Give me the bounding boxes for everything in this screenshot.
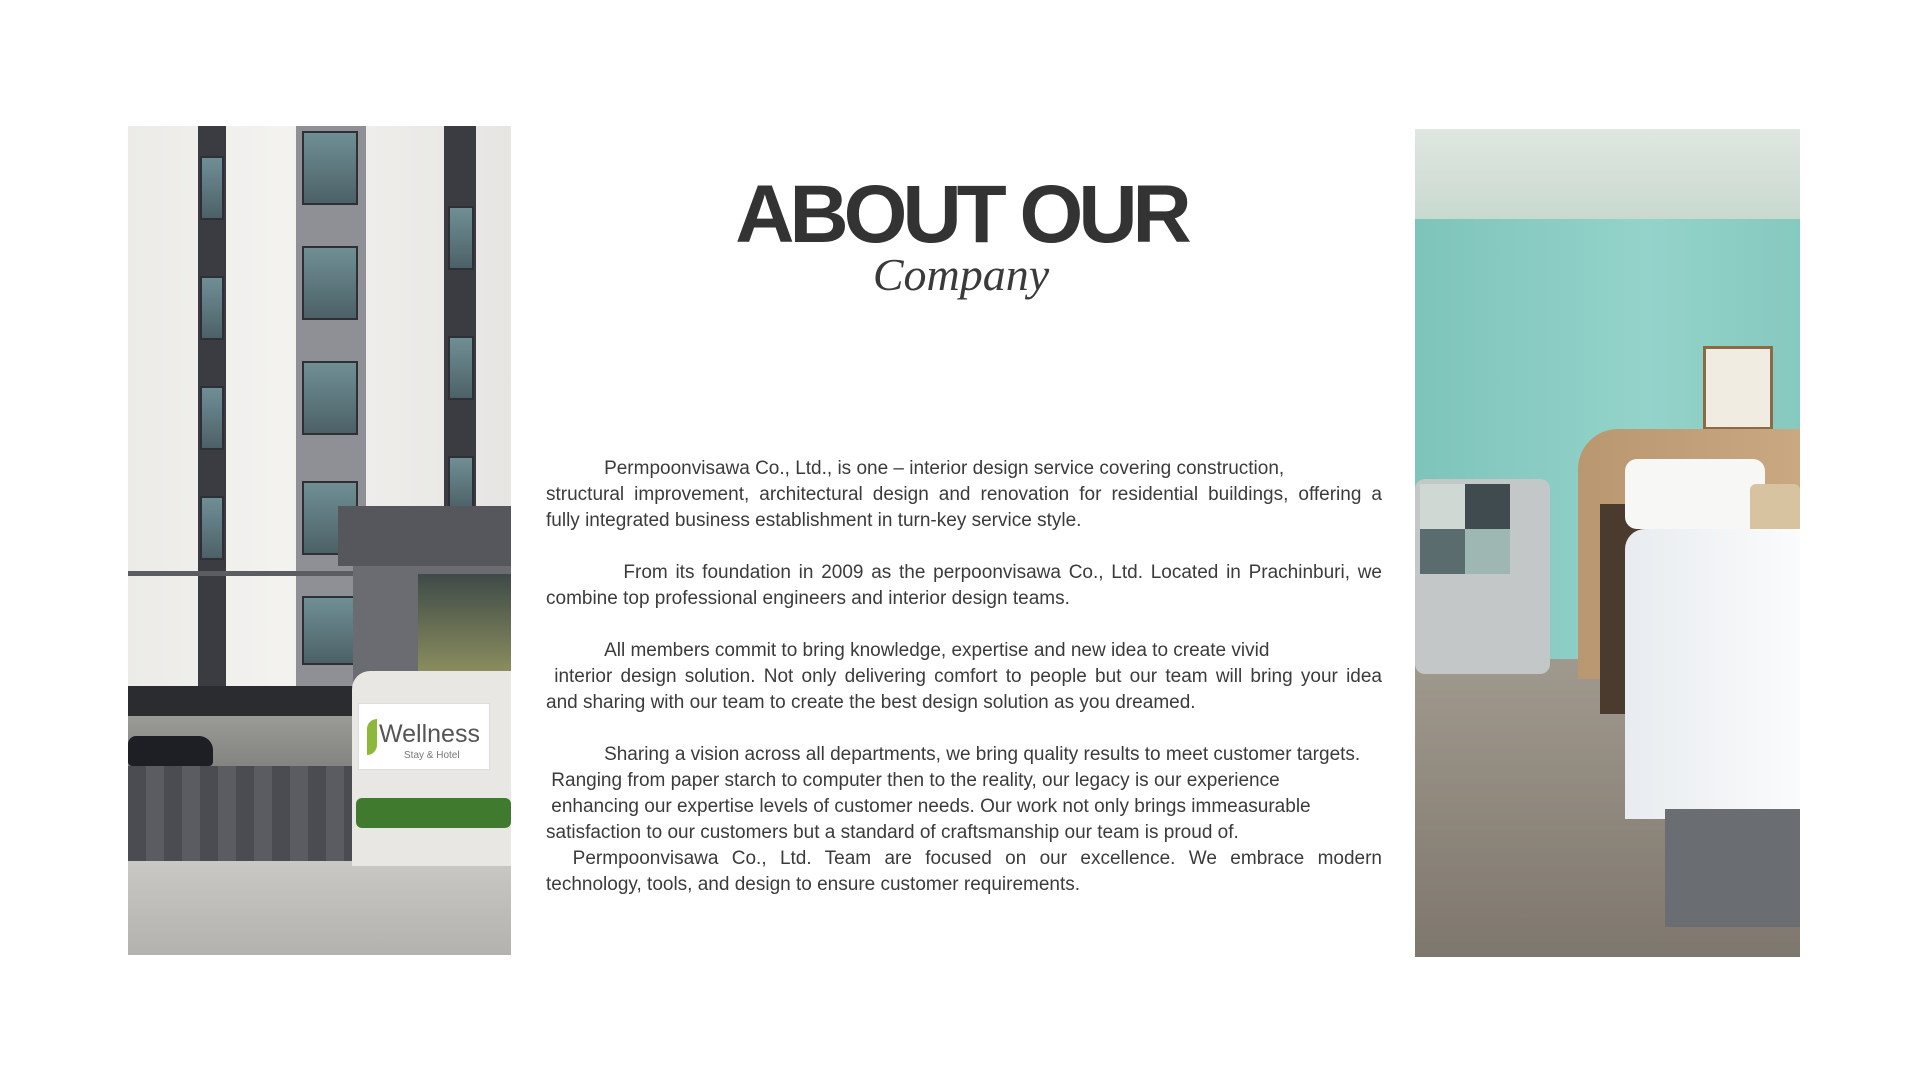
text-line: technology, tools, and design to ensure customer requirements. — [546, 874, 1081, 895]
text-line: and sharing with our team to create the best design solution as you dreamed. — [546, 692, 1196, 713]
text-line: enhancing our expertise levels of customer needs. Our work not only brings immeasurable — [546, 796, 1311, 817]
text-line: Permpoonvisawa Co., Ltd. Team are focused on our excellence. We embrace modern — [546, 848, 1382, 869]
text-line: All members commit to bring knowledge, expertise and new idea to create vivid — [546, 640, 1270, 661]
hotel-exterior-photo — [128, 126, 511, 955]
framed-plant-picture — [1703, 346, 1773, 430]
text-line: Ranging from paper starch to computer then to the reality, our legacy is our experience — [546, 770, 1280, 791]
text-line: structural improvement, architectural design and renovation for residential buildings, offering a — [546, 484, 1382, 505]
text-line: Permpoonvisawa Co., Ltd., is one – interior design service covering construction, — [546, 458, 1285, 479]
text-line: satisfaction to our customers but a standard of craftsmanship our team is proud of. — [546, 822, 1239, 843]
sign-brand: Wellness — [379, 720, 480, 748]
text-line: From its foundation in 2009 as the perpoonvisawa Co., Ltd. Located in Prachinburi, we — [546, 562, 1382, 583]
paragraph-members — [546, 638, 1382, 716]
paragraph-foundation — [546, 560, 1382, 612]
paragraph-vision — [546, 742, 1382, 898]
leaf-logo-icon — [367, 719, 377, 755]
company-description — [546, 456, 1382, 924]
text-line: combine top professional engineers and interior design teams. — [546, 588, 1070, 609]
page-title: ABOUT OUR — [735, 169, 1187, 260]
text-line: Sharing a vision across all departments, we bring quality results to meet customer targets. — [546, 744, 1361, 765]
text-line: fully integrated business establishment in turn-key service style. — [546, 510, 1082, 531]
text-line: interior design solution. Not only delivering comfort to people but our team will bring your idea — [546, 666, 1382, 687]
wellness-sign — [358, 703, 490, 770]
sign-tagline: Stay & Hotel — [404, 750, 460, 761]
paragraph-intro — [546, 456, 1382, 534]
page-subtitle: Company — [872, 249, 1050, 300]
hotel-bedroom-photo — [1415, 129, 1800, 957]
